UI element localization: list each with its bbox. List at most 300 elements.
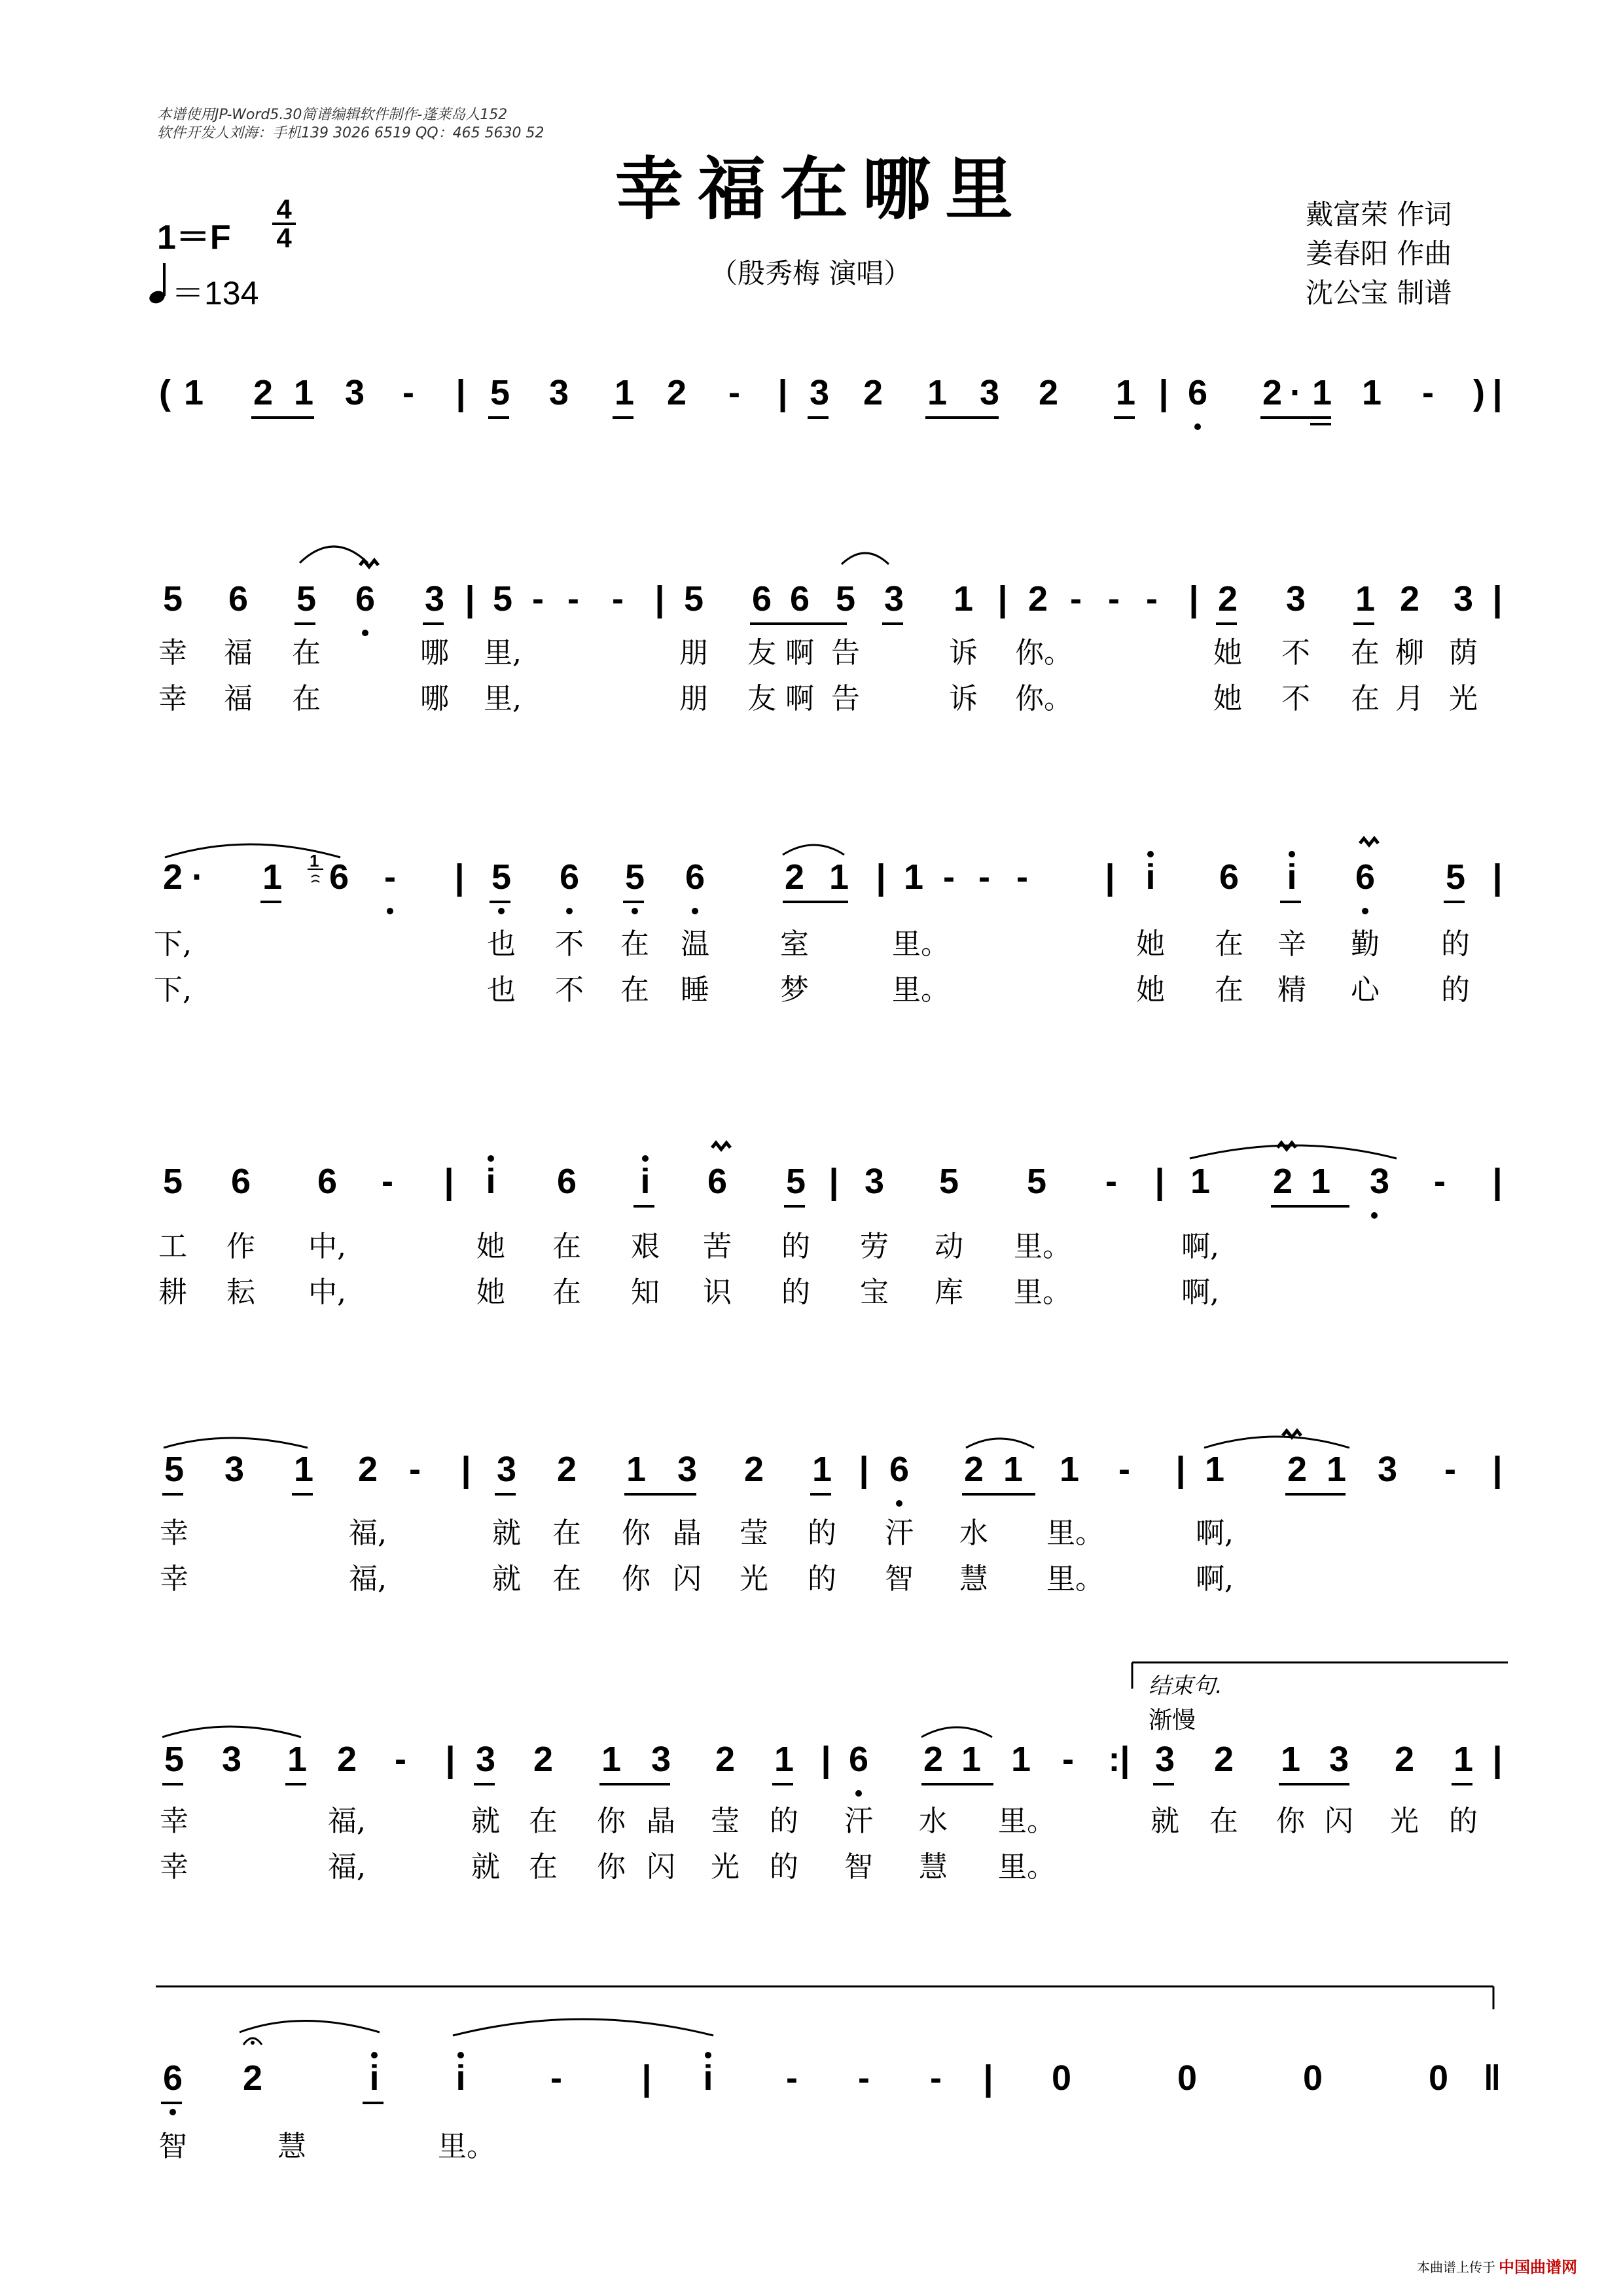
lyric-syllable: 里。 bbox=[998, 1804, 1056, 1838]
note-symbol: 1 bbox=[1003, 1450, 1024, 1489]
lyric-syllable: 在 bbox=[552, 1230, 581, 1263]
lyric-syllable: 里。 bbox=[892, 973, 950, 1007]
lyric-syllable: 智 bbox=[844, 1850, 873, 1884]
note-symbol: 3 bbox=[1154, 1740, 1175, 1779]
note-symbol: 6 bbox=[889, 1450, 910, 1489]
note-symbol: 3 bbox=[224, 1450, 245, 1489]
software-credit-line-2: 软件开发人刘海：手机139 3026 6519 QQ：465 5630 52 bbox=[157, 125, 544, 141]
lyric-syllable: 的 bbox=[770, 1804, 798, 1838]
lyric-syllable: 不 bbox=[1281, 636, 1310, 670]
barline: | bbox=[1492, 857, 1503, 897]
lyric-syllable: 朋 bbox=[679, 682, 708, 715]
lyric-syllable: 里, bbox=[484, 636, 522, 670]
lyric-syllable: 你。 bbox=[1015, 682, 1073, 715]
lyric-syllable: 也 bbox=[487, 973, 516, 1007]
note-symbol: 3 bbox=[1377, 1450, 1398, 1489]
note-symbol: 1 bbox=[614, 373, 635, 412]
lyric-syllable: 在 bbox=[620, 927, 649, 961]
repeat-barline: :| bbox=[1108, 1740, 1130, 1779]
barline: | bbox=[1105, 857, 1115, 897]
lyric-syllable: 在 bbox=[552, 1276, 581, 1309]
barline: | bbox=[983, 2058, 993, 2098]
note-symbol: 3 bbox=[344, 373, 365, 412]
lyric-syllable: 闪 bbox=[1325, 1804, 1353, 1838]
note-symbol: - bbox=[786, 2058, 798, 2098]
software-credit-line-1: 本谱使用JP-Word5.30简谱编辑软件制作-蓬莱岛人152 bbox=[157, 107, 508, 123]
note-symbol: 1 bbox=[829, 857, 849, 897]
lyric-syllable: 哪 bbox=[420, 682, 449, 715]
key-signature: 1＝F bbox=[157, 219, 231, 257]
note-symbol: 1 bbox=[927, 373, 948, 412]
note-symbol: 3 bbox=[1285, 579, 1306, 619]
barline: | bbox=[641, 2058, 652, 2098]
note-symbol: 3 bbox=[677, 1450, 698, 1489]
note-symbol: 2 bbox=[743, 1450, 764, 1489]
time-signature-bottom: 4 bbox=[276, 223, 292, 253]
lyric-syllable: 在 bbox=[1351, 682, 1380, 715]
note-symbol: 5 bbox=[490, 373, 510, 412]
note-symbol: 2 bbox=[1027, 579, 1048, 619]
lyric-syllable: 告 bbox=[831, 682, 860, 715]
note-symbol: 5 bbox=[164, 1740, 185, 1779]
barline: | bbox=[821, 1740, 831, 1779]
upload-note: 本曲谱上传于 bbox=[1417, 2259, 1495, 2275]
note-symbol: - bbox=[858, 2058, 870, 2098]
lyric-syllable: 宝 bbox=[860, 1276, 889, 1309]
barline: | bbox=[859, 1450, 869, 1489]
barline: | bbox=[777, 373, 788, 412]
lyric-syllable: 福, bbox=[349, 1516, 387, 1550]
lyric-syllable: 劳 bbox=[860, 1230, 889, 1263]
note-symbol: 2 bbox=[1038, 373, 1059, 412]
lyric-syllable: 精 bbox=[1277, 973, 1306, 1007]
lyric-syllable: 在 bbox=[552, 1562, 581, 1596]
lyric-syllable: 心 bbox=[1351, 973, 1380, 1007]
ending-label: 结束句. bbox=[1149, 1673, 1222, 1699]
note-symbol: - bbox=[612, 579, 624, 619]
rest-symbol: 0 bbox=[1302, 2058, 1323, 2098]
lyric-syllable: 诉 bbox=[949, 636, 978, 670]
lyric-syllable: 里, bbox=[484, 682, 522, 715]
lyric-syllable: 不 bbox=[1281, 682, 1310, 715]
lyric-syllable: 福, bbox=[349, 1562, 387, 1596]
lyric-syllable: 光 bbox=[740, 1562, 768, 1596]
note-symbol: 1 bbox=[183, 373, 204, 412]
barline: | bbox=[1492, 579, 1503, 619]
note-symbol: 6 bbox=[1355, 857, 1376, 897]
note-symbol: 3 bbox=[651, 1740, 671, 1779]
barline: | bbox=[461, 1450, 471, 1489]
grace-note: 1 bbox=[310, 851, 319, 870]
lyric-syllable: 不 bbox=[555, 973, 584, 1007]
note-symbol: - bbox=[728, 373, 740, 412]
lyric-syllable: 就 bbox=[492, 1562, 521, 1596]
note-symbol: 2 bbox=[253, 373, 274, 412]
note-symbol: 1 bbox=[293, 373, 314, 412]
lyric-syllable: 中, bbox=[308, 1276, 346, 1309]
lyric-syllable: 库 bbox=[935, 1276, 963, 1309]
note-symbol: 3 bbox=[979, 373, 1000, 412]
lyric-syllable: 的 bbox=[1441, 973, 1470, 1007]
lyric-syllable: 啊 bbox=[785, 682, 814, 715]
note-symbol: 6 bbox=[556, 1162, 577, 1201]
note-symbol: - bbox=[1434, 1162, 1446, 1201]
note-symbol: 2 bbox=[863, 373, 883, 412]
lyric-syllable: 汗 bbox=[885, 1516, 914, 1550]
note-symbol: 1 bbox=[1190, 1162, 1211, 1201]
lyric-syllable: 智 bbox=[885, 1562, 914, 1596]
note-symbol: 5 bbox=[1445, 857, 1466, 897]
note-symbol: 6 bbox=[559, 857, 580, 897]
lyric-syllable: 汗 bbox=[844, 1804, 873, 1838]
note-symbol: 1 bbox=[1361, 373, 1382, 412]
note-symbol: 6 bbox=[162, 2058, 183, 2098]
note-symbol: 5 bbox=[492, 579, 513, 619]
note-symbol: 1 bbox=[287, 1740, 308, 1779]
note-symbol: 1 bbox=[903, 857, 924, 897]
note-symbol: 1 bbox=[1453, 1740, 1474, 1779]
note-symbol: 3 bbox=[1453, 579, 1474, 619]
lyric-syllable: 你。 bbox=[1015, 636, 1073, 670]
lyric-syllable: 晶 bbox=[647, 1804, 675, 1838]
barline: | bbox=[1175, 1450, 1186, 1489]
note-symbol: 2 bbox=[1399, 579, 1420, 619]
barline: | bbox=[1188, 579, 1199, 619]
lyric-syllable: 晶 bbox=[673, 1516, 702, 1550]
barline: | bbox=[455, 373, 466, 412]
lyric-syllable: 勤 bbox=[1351, 927, 1380, 961]
note-symbol: - bbox=[978, 857, 990, 897]
lyric-syllable: 里。 bbox=[892, 927, 950, 961]
lyric-syllable: 莹 bbox=[740, 1516, 768, 1550]
lyric-syllable: 闪 bbox=[673, 1562, 702, 1596]
note-symbol: 1 bbox=[601, 1740, 622, 1779]
barline: | bbox=[1154, 1162, 1165, 1201]
lyric-syllable: 幸 bbox=[160, 1562, 188, 1596]
lyric-syllable: 柳 bbox=[1395, 636, 1424, 670]
barline: | bbox=[465, 579, 475, 619]
lyric-syllable: 在 bbox=[1215, 927, 1243, 961]
barline: | bbox=[876, 857, 886, 897]
lyric-syllable: 福 bbox=[224, 682, 253, 715]
note-symbol: 3 bbox=[424, 579, 445, 619]
rest-symbol: 0 bbox=[1428, 2058, 1449, 2098]
note-symbol: i bbox=[703, 2058, 713, 2098]
lyric-syllable: 慧 bbox=[919, 1850, 948, 1884]
lyric-syllable: 就 bbox=[471, 1804, 500, 1838]
note-symbol: - bbox=[1108, 579, 1120, 619]
note-symbol: ( bbox=[159, 373, 171, 412]
note-symbol: 1 bbox=[961, 1740, 982, 1779]
lyric-syllable: 光 bbox=[711, 1850, 740, 1884]
lyric-syllable: 你 bbox=[597, 1850, 626, 1884]
lyric-syllable: 她 bbox=[1213, 636, 1242, 670]
lyric-syllable: 啊, bbox=[1196, 1562, 1234, 1596]
lyric-syllable: 里。 bbox=[1046, 1516, 1104, 1550]
lyric-syllable: 的 bbox=[808, 1516, 836, 1550]
lyric-syllable: 在 bbox=[1215, 973, 1243, 1007]
barline: | bbox=[654, 579, 665, 619]
dot-symbol: · bbox=[1290, 373, 1302, 412]
note-symbol: - bbox=[409, 1450, 421, 1489]
lyric-syllable: 月 bbox=[1395, 682, 1424, 715]
note-symbol: - bbox=[1444, 1450, 1456, 1489]
note-symbol: 2 bbox=[1272, 1162, 1293, 1201]
lyric-syllable: 在 bbox=[529, 1804, 558, 1838]
note-symbol: 1 bbox=[953, 579, 974, 619]
note-symbol: 5 bbox=[835, 579, 856, 619]
lyric-syllable: 告 bbox=[831, 636, 860, 670]
lyric-syllable: 不 bbox=[555, 927, 584, 961]
note-symbol: - bbox=[943, 857, 955, 897]
note-symbol: 6 bbox=[789, 579, 810, 619]
lyric-syllable: 诉 bbox=[949, 682, 978, 715]
note-symbol: - bbox=[395, 1740, 406, 1779]
rest-symbol: 0 bbox=[1177, 2058, 1198, 2098]
note-symbol: 3 bbox=[809, 373, 830, 412]
lyricist-credit: 戴富荣 作词 bbox=[1306, 198, 1452, 230]
lyric-syllable: 里。 bbox=[1014, 1276, 1071, 1309]
lyric-syllable: 幸 bbox=[160, 1804, 188, 1838]
lyric-syllable: 也 bbox=[487, 927, 516, 961]
lyric-syllable: 她 bbox=[1213, 682, 1242, 715]
note-symbol: 1 bbox=[1326, 1450, 1347, 1489]
note-symbol: 2 bbox=[357, 1450, 378, 1489]
note-symbol: - bbox=[930, 2058, 942, 2098]
lyric-syllable: 在 bbox=[292, 636, 321, 670]
note-symbol: - bbox=[384, 857, 396, 897]
note-symbol: 2 bbox=[242, 2058, 263, 2098]
lyric-syllable: 苦 bbox=[703, 1230, 732, 1263]
note-symbol: 2 bbox=[336, 1740, 357, 1779]
barline: | bbox=[454, 857, 465, 897]
lyric-syllable: 幸 bbox=[158, 636, 187, 670]
note-symbol: 5 bbox=[491, 857, 512, 897]
lyric-syllable: 她 bbox=[476, 1230, 505, 1263]
lyric-syllable: 下, bbox=[154, 927, 192, 961]
lyric-syllable: 水 bbox=[919, 1804, 948, 1838]
note-symbol: 3 bbox=[1369, 1162, 1390, 1201]
note-symbol: 1 bbox=[1311, 373, 1332, 412]
tempo-marking: 渐慢 bbox=[1149, 1707, 1196, 1734]
note-symbol: 2 bbox=[1262, 373, 1283, 412]
note-symbol: - bbox=[1016, 857, 1028, 897]
lyric-syllable: 啊, bbox=[1181, 1230, 1219, 1263]
note-symbol: 5 bbox=[938, 1162, 959, 1201]
lyric-syllable: 就 bbox=[471, 1850, 500, 1884]
note-symbol: i bbox=[486, 1162, 496, 1201]
lyric-syllable: 的 bbox=[770, 1850, 798, 1884]
lyric-syllable: 里。 bbox=[998, 1850, 1056, 1884]
note-symbol: 6 bbox=[228, 579, 249, 619]
site-logo[interactable]: 中国曲谱网 bbox=[1499, 2258, 1577, 2276]
lyric-syllable: 你 bbox=[597, 1804, 626, 1838]
lyric-syllable: 耕 bbox=[158, 1276, 187, 1309]
lyric-syllable: 闪 bbox=[647, 1850, 675, 1884]
note-symbol: 2 bbox=[1394, 1740, 1415, 1779]
composer-credit: 姜春阳 作曲 bbox=[1306, 238, 1452, 270]
lyric-syllable: 你 bbox=[1276, 1804, 1305, 1838]
lyric-syllable: 荫 bbox=[1449, 636, 1478, 670]
note-symbol: 3 bbox=[496, 1450, 517, 1489]
note-symbol: 5 bbox=[164, 1450, 185, 1489]
lyric-syllable: 在 bbox=[1351, 636, 1380, 670]
lyric-syllable: 下, bbox=[154, 973, 192, 1007]
note-symbol: 3 bbox=[475, 1740, 496, 1779]
lyric-syllable: 里。 bbox=[438, 2130, 495, 2163]
note-symbol: 2 bbox=[533, 1740, 554, 1779]
lyric-syllable: 幸 bbox=[158, 682, 187, 715]
lyric-syllable: 幸 bbox=[160, 1516, 188, 1550]
note-symbol: 5 bbox=[296, 579, 317, 619]
note-symbol: 1 bbox=[626, 1450, 647, 1489]
lyric-syllable: 在 bbox=[552, 1516, 581, 1550]
lyric-syllable: 莹 bbox=[711, 1804, 740, 1838]
lyric-syllable: 耘 bbox=[226, 1276, 255, 1309]
note-symbol: 6 bbox=[317, 1162, 338, 1201]
note-symbol: 2 bbox=[923, 1740, 944, 1779]
note-symbol: 6 bbox=[1187, 373, 1208, 412]
note-symbol: 1 bbox=[1204, 1450, 1225, 1489]
note-symbol: 5 bbox=[785, 1162, 806, 1201]
note-symbol: 1 bbox=[1310, 1162, 1331, 1201]
lyric-syllable: 友 bbox=[747, 636, 776, 670]
lyric-syllable: 识 bbox=[703, 1276, 732, 1309]
note-symbol: 5 bbox=[1026, 1162, 1047, 1201]
lyric-syllable: 你 bbox=[622, 1562, 651, 1596]
note-symbol: 2 bbox=[1287, 1450, 1308, 1489]
note-symbol: 2 bbox=[162, 857, 183, 897]
lyric-syllable: 里。 bbox=[1014, 1230, 1071, 1263]
note-symbol: - bbox=[567, 579, 579, 619]
lyric-syllable: 幸 bbox=[160, 1850, 188, 1884]
note-symbol: 6 bbox=[685, 857, 705, 897]
note-symbol: 6 bbox=[848, 1740, 869, 1779]
lyric-syllable: 的 bbox=[781, 1276, 810, 1309]
lyric-syllable: 她 bbox=[1136, 927, 1165, 961]
note-symbol: 2 bbox=[715, 1740, 736, 1779]
note-symbol: 2 bbox=[963, 1450, 984, 1489]
note-symbol: 2 bbox=[1213, 1740, 1234, 1779]
lyric-syllable: 她 bbox=[476, 1276, 505, 1309]
tempo-mark: ＝134 bbox=[171, 275, 259, 312]
lyric-syllable: 你 bbox=[622, 1516, 651, 1550]
note-symbol: i bbox=[1287, 857, 1297, 897]
note-symbol: i bbox=[640, 1162, 651, 1201]
note-symbol: - bbox=[532, 579, 544, 619]
note-symbol: 2 bbox=[666, 373, 687, 412]
barline: | bbox=[1492, 1162, 1503, 1201]
note-symbol: 6 bbox=[230, 1162, 251, 1201]
lyric-syllable: 睡 bbox=[681, 973, 709, 1007]
lyric-syllable: 啊 bbox=[785, 636, 814, 670]
note-symbol: i bbox=[1145, 857, 1156, 897]
note-symbol: 3 bbox=[548, 373, 569, 412]
note-symbol: - bbox=[1062, 1740, 1074, 1779]
lyric-syllable: 朋 bbox=[679, 636, 708, 670]
lyric-syllable: 动 bbox=[935, 1230, 963, 1263]
note-symbol: - bbox=[1118, 1450, 1130, 1489]
note-symbol: - bbox=[402, 373, 414, 412]
lyric-syllable: 友 bbox=[747, 682, 776, 715]
arranger-credit: 沈公宝 制谱 bbox=[1306, 277, 1452, 309]
lyric-syllable: 在 bbox=[529, 1850, 558, 1884]
barline: | bbox=[1492, 1450, 1503, 1489]
note-symbol: 1 bbox=[293, 1450, 314, 1489]
lyric-syllable: 福, bbox=[328, 1804, 366, 1838]
lyric-syllable: 工 bbox=[158, 1230, 187, 1263]
lyric-syllable: 光 bbox=[1449, 682, 1478, 715]
lyric-syllable: 啊, bbox=[1196, 1516, 1234, 1550]
note-symbol: 1 bbox=[1059, 1450, 1080, 1489]
note-symbol: 3 bbox=[883, 579, 904, 619]
lyric-syllable: 里。 bbox=[1046, 1562, 1104, 1596]
note-symbol: 6 bbox=[355, 579, 376, 619]
note-symbol: 5 bbox=[162, 579, 183, 619]
lyric-syllable: 室 bbox=[780, 927, 809, 961]
lyric-syllable: 作 bbox=[226, 1230, 255, 1263]
lyric-syllable: 在 bbox=[292, 682, 321, 715]
lyric-syllable: 她 bbox=[1136, 973, 1165, 1007]
note-symbol: - bbox=[382, 1162, 393, 1201]
note-symbol: 3 bbox=[864, 1162, 885, 1201]
note-symbol: 1 bbox=[1280, 1740, 1301, 1779]
lyric-syllable: 知 bbox=[631, 1276, 660, 1309]
note-symbol: - bbox=[550, 2058, 562, 2098]
singer-credit: （殷秀梅 演唱） bbox=[710, 257, 912, 289]
lyric-syllable: 啊, bbox=[1181, 1276, 1219, 1309]
note-symbol: 1 bbox=[812, 1450, 832, 1489]
time-signature-top: 4 bbox=[276, 194, 292, 224]
note-symbol: - bbox=[1105, 1162, 1117, 1201]
note-symbol: 1 bbox=[774, 1740, 794, 1779]
lyric-syllable: 梦 bbox=[780, 973, 809, 1007]
note-symbol: 5 bbox=[683, 579, 704, 619]
lyric-syllable: 的 bbox=[1441, 927, 1470, 961]
note-symbol: 2 bbox=[784, 857, 805, 897]
rest-symbol: 0 bbox=[1051, 2058, 1072, 2098]
note-symbol: - bbox=[1070, 579, 1082, 619]
lyric-syllable: 中, bbox=[308, 1230, 346, 1263]
barline: | bbox=[829, 1162, 839, 1201]
lyric-syllable: 就 bbox=[492, 1516, 521, 1550]
barline: | bbox=[1492, 1740, 1503, 1779]
lyric-syllable: 艰 bbox=[631, 1230, 660, 1263]
note-symbol: 3 bbox=[1329, 1740, 1349, 1779]
barline: | bbox=[1492, 373, 1503, 412]
final-barline: ‖ bbox=[1483, 2058, 1501, 2098]
dot-symbol: · bbox=[192, 857, 204, 897]
note-symbol: 6 bbox=[329, 857, 349, 897]
note-symbol: ) bbox=[1473, 373, 1485, 412]
lyric-syllable: 就 bbox=[1150, 1804, 1179, 1838]
lyric-syllable: 辛 bbox=[1277, 927, 1306, 961]
note-symbol: - bbox=[1422, 373, 1434, 412]
note-symbol: 1 bbox=[262, 857, 283, 897]
lyric-syllable: 的 bbox=[808, 1562, 836, 1596]
note-symbol: 5 bbox=[162, 1162, 183, 1201]
note-symbol: - bbox=[1146, 579, 1158, 619]
note-symbol: 1 bbox=[1355, 579, 1376, 619]
note-symbol: 2 bbox=[556, 1450, 577, 1489]
lyric-syllable: 慧 bbox=[277, 2130, 306, 2163]
lyric-syllable: 福, bbox=[328, 1850, 366, 1884]
lyric-syllable: 光 bbox=[1390, 1804, 1419, 1838]
barline: | bbox=[444, 1162, 454, 1201]
lyric-syllable: 温 bbox=[681, 927, 709, 961]
lyric-syllable: 水 bbox=[959, 1516, 988, 1550]
note-symbol: 1 bbox=[1115, 373, 1136, 412]
